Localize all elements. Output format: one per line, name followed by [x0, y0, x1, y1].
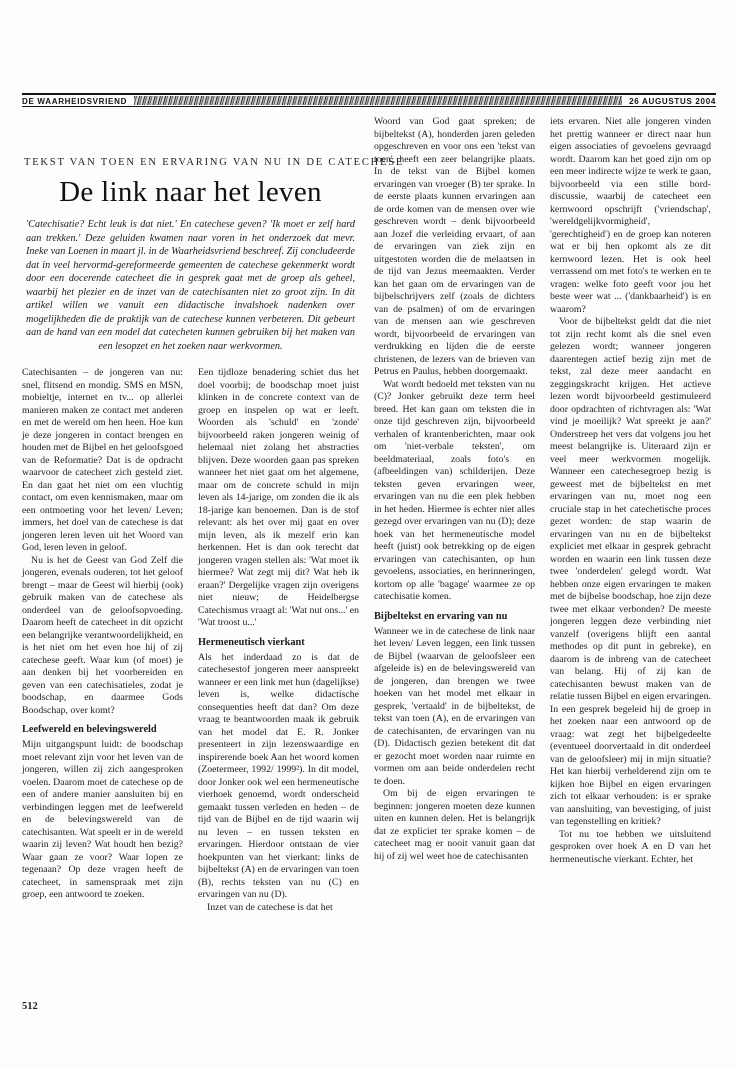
body-paragraph: Om bij de eigen ervaringen te beginnen: jongeren moeten deze kunnen uiten en kunnen delen. Het is belangrijk dat ze expliciet ter sprake komen – de catecheet mag er nooit vanuit gaan dat hij of zij wel weet hoe de catechisanten — [374, 788, 535, 862]
article-kicker: TEKST VAN TOEN EN ERVARING VAN NU IN DE CATECHESE — [24, 157, 405, 168]
decorative-zigzag-band — [134, 96, 622, 105]
article-title-block — [22, 116, 405, 367]
body-paragraph: Tot nu toe hebben we uitsluitend gesproken over hoek A en D van het hermeneutische vierkant. Echter, het — [550, 828, 711, 865]
lower-two-columns — [22, 367, 359, 914]
issue-date: 26 AUGUSTUS 2004 — [629, 97, 716, 106]
body-paragraph: Mijn uitgangspunt luidt: de boodschap moet relevant zijn voor het leven van de jongeren, willen zij zich aangesproken voelen. Daarom moet de catechese op de een of andere manier aansluiten bij en verbindingen leggen met de leefwereld en de belevingswereld van de catechisanten. Wat speelt er in de wereld waarin zij leven? Wat houdt hen bezig? Waar gaan ze voor? Waar lopen ze tegenaan? Op deze vragen heeft de catecheet, in samenspraak met zijn groep, een antwoord te zoeken. — [22, 739, 183, 900]
body-paragraph: Woord van God gaat spreken; de bijbeltekst (A), honderden jaren geleden opgeschreven en voor ons een 'tekst van toen', heeft een zeer belangrijke plaats. In de tekst van de Bijbel komen ervaringen van vroeger (B) ter sprake. In de eerste plaats kunnen ervaringen aan de orde komen van de mensen over wie geschreven wordt – denk bijvoorbeeld aan Jozef die verleiding ervaart, of aan de ervaringen van ziek zijn en uitgestoten worden die de melaatsen in de tijd van Jezus meemaakten. Verder kan het gaan om de ervaringen van de bijbelschrijvers zelf (zoals de dichters van de psalmen) of om de ervaringen van de mensen aan wie geschreven wordt, bijvoorbeeld de ervaringen van verdrukking en lijden die de eerste christenen, de lezers van de brieven van Petrus en Paulus, hebben doorgemaakt. — [374, 116, 535, 377]
text-column-4 — [550, 116, 711, 914]
body-paragraph: Wanneer we in de catechese de link naar het leven/ Leven leggen, een link tussen de Bijbel (waarvan de geloofsleer een afgeleide is) en de belevingswereld van de jongeren, dan brengen we twee hoeken van het model met elkaar in gesprek, 'vertaald' in de bijbeltekst, de tekst van toen (A), en de ervaringen van de catechisanten, de ervaringen van nu (D). Didactisch gezien betekent dit dat er gezocht moet worden naar ruimte en vormen om aan beide onderdelen recht te doen. — [374, 625, 535, 787]
body-paragraph: iets ervaren. Niet alle jongeren vinden het prettig wanneer er direct naar hun eigen associaties of gevoelens gevraagd wordt. Daarom kan het goed zijn om op een meer indirecte wijze te werk te gaan, bijvoorbeeld via een stille bord-discussie, waarbij de catecheet een kernwoord opschrijft ('vriendschap', 'wereldgelijkvormigheid', 'gerechtigheid') en de groep kan noteren wat er bij hen opkomt als ze dit kernwoord lezen. Het is ook heel verrassend om met foto's te werken en te vragen: welke foto geeft voor jou het beste weer wat ... ('dankbaarheid') is en waarom? — [550, 116, 711, 315]
article-title: De link naar het leven — [59, 176, 322, 208]
section-heading: Hermeneutisch vierkant — [198, 636, 305, 648]
body-paragraph: Als het inderdaad zo is dat de catechesestof jongeren meer aanspreekt wanneer er een link met hun (dagelijkse) leven is, welke didactische consequenties heeft dat dan? Om deze vraag te beantwoorden maak ik gebruik van het model dat E. R. Jonker presenteert in zijn lezenswaardige en inspirerende boek Aan het woord komen (Zoetermeer, 1992/ 1999²). In dit model, door Jonker ook wel een hermeneutische vierhoek genoemd, wordt onderscheid gemaakt tussen verleden en heden – de tijd van de Bijbel en de tijd waarin wij nu leven – en tussen teksten en ervaringen. Hierdoor ontstaan de vier hoekpunten van het vierkant: links de bijbeltekst (A) en de ervaringen van toen (B), rechts teksten van nu (C) en ervaringen van nu (D). — [198, 651, 359, 900]
text-column-1 — [22, 367, 183, 914]
publication-name: DE WAARHEIDSVRIEND — [22, 97, 128, 106]
body-paragraph: Inzet van de catechese is dat het — [207, 901, 333, 913]
body-paragraph: Wat wordt bedoeld met teksten van nu (C)? Jonker gebruikt deze term heel breed. Het kan gaan om teksten die in onze tijd geschreven zijn, bijvoorbeeld verhalen of krantenberichten, maar ook om 'niet-verbale teksten', om beeldmateriaal, zoals foto's en (afbeeldingen van) schilderijen. Deze teksten geven ervaringen weer, ervaringen van nu die een plek hebben in het heden. Hiermee is echter niet alles gezegd over ervaringen van nu (D); deze hoek van het hermeneutische model heeft (juist) ook betrekking op de eigen ervaringen van catechisanten, op hun gevoelens, associaties, en herinneringen, kortom op alle 'bagage' waarmee ze op catechisatie komen. — [374, 378, 535, 602]
body-paragraph: Nu is het de Geest van God Zelf die jongeren, evenals ouderen, tot het geloof brengt – maar de Geest wil hierbij (ook) gebruik maken van de catechese als onderdeel van de geloofsopvoeding. Daarom heeft de catecheet in dit opzicht een belangrijke verantwoordelijkheid, en is het niet om het even hoe hij of zij catechese geeft. Waar kun (of moet) je aan denken bij het voorbereiden en geven van een catechisatieles, zodat je boodschap, en daarmee Gods Boodschap, over komt? — [22, 554, 183, 716]
section-heading: Leefwereld en belevingswereld — [22, 724, 157, 735]
body-paragraph: Catechisanten – de jongeren van nu: snel, flitsend en mondig. SMS en MSN, mobieltje, internet en tv... op allerlei manieren maken ze contact met anderen en met de wereld om hen heen. Hoe kun je deze jongeren in contact brengen en houden met de Bijbel en het geloofsgoed van de Reformatie? Dat is de opdracht waarvoor de catecheet zich gesteld ziet. En dan gaat het niet om een vluchtig contact, om even kennismaken, maar om een ontmoeting voor het leven/ Leven; immers, het doel van de catechese is dat jongeren leren leven uit het Woord van God, leren leven in geloof. — [22, 367, 183, 553]
text-column-3 — [374, 116, 535, 914]
text-column-2 — [198, 367, 359, 914]
page-header — [22, 93, 716, 107]
body-paragraph: Een tijdloze benadering schiet dus het doel voorbij; de boodschap moet juist klinken in de concrete context van de groep en inspelen op wat er leeft. Woorden als 'schuld' en 'zonde' bijvoorbeeld raken jongeren weinig of helemaal niet zolang het abstracties blijven. Deze woorden gaan pas spreken wanneer het niet gaat om het algemene, maar om de concrete schuld in mijn leven als 14-jarige, om zonden die ik als 18-jarige kan benoemen. Dan is de stof relevant: als het over mij gaat en over mijn leven, als ik mezelf erin kan herkennen. Het is dan ook terecht dat jongeren vragen stellen als: 'Wat moet ik hiermee? Wat zegt mij dit? Wat heb ik eraan?' Dergelijke vragen zijn overigens niet nieuw; de Heidelbergse Catechismus vraagt al: 'Wat nut ons...' en 'Wat troost u...' — [198, 367, 359, 628]
body-paragraph: Voor de bijbeltekst geldt dat die niet tot zijn recht komt als die snel even gelezen wordt; wanneer jongeren daarentegen actief bezig zijn met de tekst, zal deze meer aandacht en zeggingskracht krijgen. Het actieve lezen wordt bijvoorbeeld gestimuleerd door opdrachten of richtvragen als: 'Wat vind je moeilijk? Wat spreekt je aan?' Onderstreep het vers dat volgens jou het meest belangrijke is. Uiteraard zijn er veel meer werkvormen mogelijk. Wanneer een catechesegroep bezig is geweest met de bijbeltekst en met ervaringen van nu, moet nog een cruciale stap in het catechetische proces gezet worden: de stap waarin de ervaringen van nu en de bijbeltekst expliciet met elkaar in gesprek gebracht worden en waarin een link tussen deze twee 'onderdelen' gelegd wordt. Wat hebben onze eigen ervaringen te maken met de bijbelse boodschap, hoe zijn deze twee met elkaar verbonden? De meeste jongeren leggen deze verbinding niet vanzelf (overigens blijft een aantal methodes op dit punt in gebreke), en daarom is de inbreng van de catecheet van belang. Hij of zij kan de catechisanten bewust maken van de relatie tussen Bijbel en eigen ervaringen. In een gesprek begeleid hij de groep in het zoeken naar een antwoord op de vraag: wat zegt het bijbelgedeelte (eventueel doorvertaald in dit onderdeel van de geloofsleer) mij in mijn situatie? Het kan hierbij verhelderend zijn om te kijken hoe Bijbel en eigen ervaringen zich tot elkaar verhouden: is er sprake van aansluiting, van bevestiging, of juist van tegenstelling en kritiek? — [550, 316, 711, 827]
article-intro: 'Catechisatie? Echt leuk is dat niet.' En catechese geven? 'Ik moet er zelf hard aan trekken.' Deze geluiden kwamen naar voren in het onderzoek dat mevr. Ineke van Loenen in maart jl. in de Waarheidsvriend beschreef. Zij concludeerde dat in veel hervormd-gereformeerde gemeenten de catechese gekenmerkt wordt door een docerende catecheet die in gesprek gaat met de groep als geheel, waarbij het plezier en de inzet van de catechisanten niet zo groot zijn. In dit artikel willen we vanuit een didactische invalshoek nadenken over mogelijkheden die de praktijk van de catechese kunnen verbeteren. Dit gebeurt aan de hand van een model dat catecheten kunnen gebruiken bij het maken van een lesopzet en het zoeken naar werkvormen. — [26, 219, 355, 352]
page-number: 512 — [22, 1001, 38, 1012]
article-body — [22, 116, 716, 914]
article-left-section — [22, 116, 405, 914]
section-heading: Bijbeltekst en ervaring van nu — [374, 610, 508, 622]
